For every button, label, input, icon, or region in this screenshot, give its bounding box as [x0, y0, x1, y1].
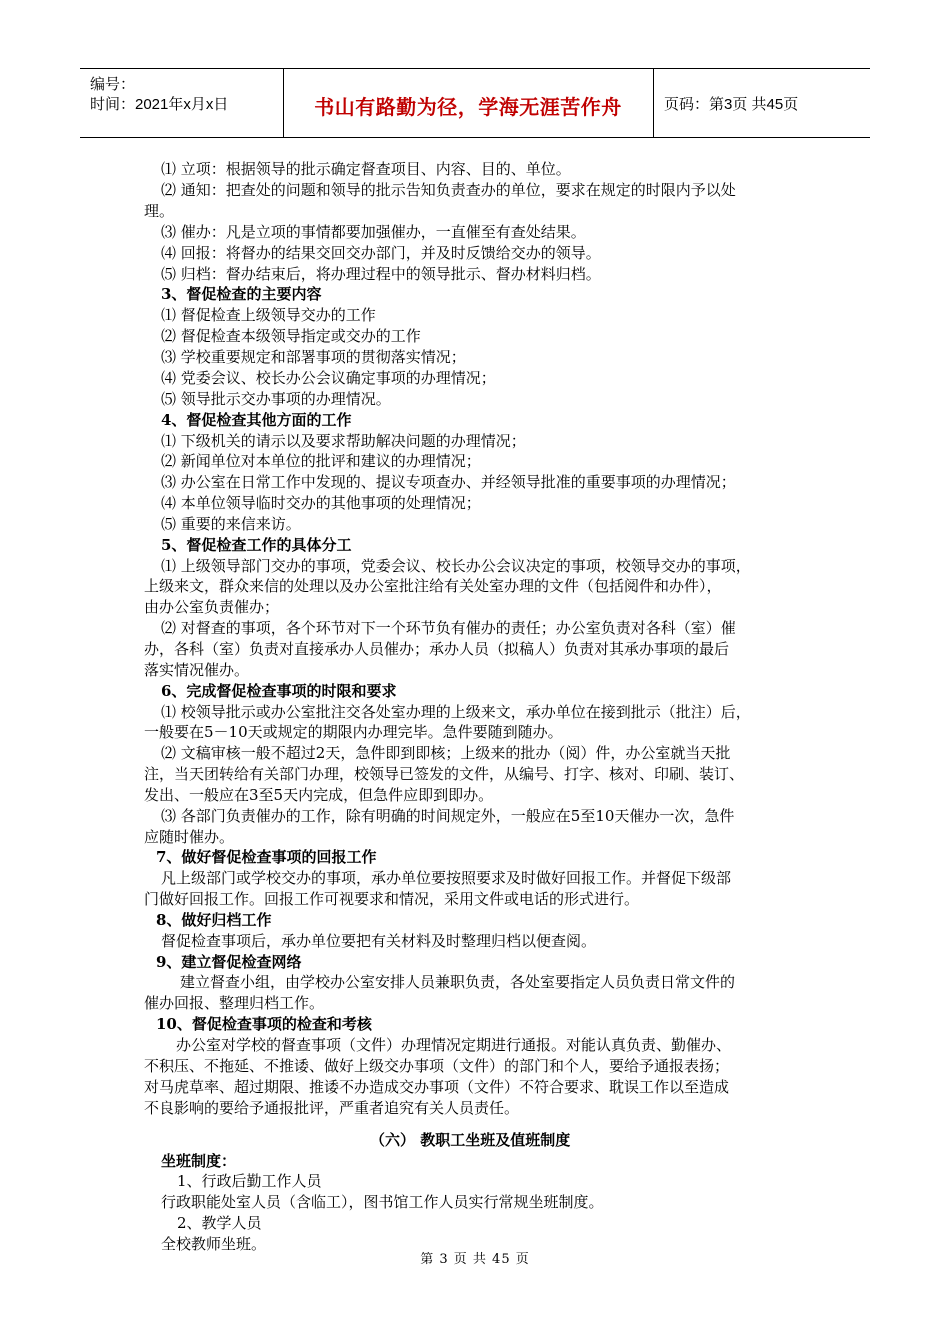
section-heading: 4、督促检查其他方面的工作	[161, 411, 352, 429]
text-line: ⑸ 重要的来信来访。	[161, 515, 301, 533]
text-line: 凡上级部门或学校交办的事项，承办单位要按照要求及时做好回报工作。并督促下级部	[161, 869, 732, 887]
text-line: 办，各科（室）负责对直接承办人员催办；承办人员（拟稿人）负责对其承办事项的最后	[144, 640, 730, 658]
text-line: ⑵ 对督查的事项，各个环节对下一个环节负有催办的责任；办公室负责对各科（室）催	[161, 619, 736, 637]
text-line: ⑶ 催办：凡是立项的事情都要加强催办，一直催至有查处结果。	[161, 223, 586, 241]
text-line: 行政职能处室人员（含临工），图书馆工作人员实行常规坐班制度。	[161, 1193, 604, 1211]
text-line: 一般要在5－10天或规定的期限内办理完毕。急件要随到随办。	[144, 723, 563, 741]
text-line: 对马虎草率、超过期限、推诿不办造成交办事项（文件）不符合要求、耽误工作以至造成	[144, 1078, 730, 1096]
text-line: ⑴ 督促检查上级领导交办的工作	[161, 306, 376, 324]
page-footer: 第 3 页 共 45 页	[420, 1252, 530, 1267]
header-left-cell	[80, 69, 284, 137]
text-line: ⑷ 回报：将督办的结果交回交办部门，并及时反馈给交办的领导。	[161, 244, 601, 262]
text-line: ⑴ 校领导批示或办公室批注交各处室办理的上级来文，承办单位在接到批示（批注）后，	[161, 703, 751, 721]
text-line: 落实情况催办。	[144, 661, 250, 679]
text-line: ⑵ 通知：把查处的问题和领导的批示告知负责查办的单位，要求在规定的时限内予以处	[161, 181, 736, 199]
text-line: 不积压、不拖延、不推诿、做好上级交办事项（文件）的部门和个人，要给予通报表扬；	[144, 1057, 730, 1075]
text-line: ⑵ 文稿审核一般不超过2天，急件即到即核；上级来的批办（阅）件，办公室就当天批	[161, 744, 731, 762]
section-heading: 9、建立督促检查网络	[156, 953, 302, 971]
text-line: 应随时催办。	[144, 828, 235, 846]
text-line: 不良影响的要给予通报批评，严重者追究有关人员责任。	[144, 1099, 520, 1117]
text-line: ⑴ 下级机关的请示以及要求帮助解决问题的办理情况；	[161, 432, 526, 450]
text-line: ⑴ 立项：根据领导的批示确定督查项目、内容、目的、单位。	[161, 160, 571, 178]
time-label: 时间：2021年x月x日	[90, 96, 229, 113]
section-heading: 8、做好归档工作	[156, 911, 272, 929]
text-line: 理。	[144, 202, 175, 220]
text-line: 注，当天团转给有关部门办理，校领导已签发的文件，从编号、打字、核对、印刷、装订、	[144, 765, 745, 783]
section-heading: 7、做好督促检查事项的回报工作	[156, 848, 377, 866]
text-line: ⑵ 督促检查本级领导指定或交办的工作	[161, 327, 421, 345]
text-line: ⑶ 各部门负责催办的工作，除有明确的时间规定外，一般应在5至10天催办一次，急件	[161, 807, 735, 825]
subsection-heading: 坐班制度：	[161, 1152, 237, 1170]
number-label: 编号：	[90, 76, 136, 93]
text-line: ⑸ 归档：督办结束后，将办理过程中的领导批示、督办材料归档。	[161, 265, 601, 283]
text-line: ⑸ 领导批示交办事项的办理情况。	[161, 390, 391, 408]
text-line: 发出、一般应在3至5天内完成，但急件应即到即办。	[144, 786, 494, 804]
text-line: ⑷ 党委会议、校长办公会议确定事项的办理情况；	[161, 369, 496, 387]
page-header-table	[80, 68, 870, 138]
text-line: ⑴ 上级领导部门交办的事项，党委会议、校长办公会议决定的事项，校领导交办的事项，	[161, 557, 751, 575]
text-line: 上级来文，群众来信的处理以及办公室批注给有关处室办理的文件（包括阅件和办件），	[144, 577, 722, 595]
page-number-label: 页码：第3页 共45页	[664, 96, 799, 113]
text-line: 督促检查事项后，承办单位要把有关材料及时整理归档以便查阅。	[161, 932, 597, 950]
header-right-cell	[654, 69, 870, 137]
section-heading: 6、完成督促检查事项的时限和要求	[161, 682, 397, 700]
section-heading: 5、督促检查工作的具体分工	[161, 536, 352, 554]
text-line: 由办公室负责催办；	[144, 598, 280, 616]
motto-text: 书山有路勤为径，学海无涯苦作舟	[314, 95, 622, 119]
text-line: ⑵ 新闻单位对本单位的批评和建议的办理情况；	[161, 452, 481, 470]
text-line: 催办回报、整理归档工作。	[144, 994, 325, 1012]
text-line: ⑶ 学校重要规定和部署事项的贯彻落实情况；	[161, 348, 466, 366]
header-middle-cell	[283, 69, 654, 137]
text-line: 全校教师坐班。	[161, 1235, 267, 1253]
text-line: 1、行政后勤工作人员	[177, 1172, 322, 1190]
text-line: ⑷ 本单位领导临时交办的其他事项的处理情况；	[161, 494, 481, 512]
text-line: 门做好回报工作。回报工作可视要求和情况，采用文件或电话的形式进行。	[144, 890, 640, 908]
section-heading: 3、督促检查的主要内容	[161, 285, 322, 303]
text-line: 建立督查小组，由学校办公室安排人员兼职负责，各处室要指定人员负责日常文件的	[180, 973, 736, 991]
section-heading: 10、督促检查事项的检查和考核	[156, 1015, 372, 1033]
text-line: ⑶ 办公室在日常工作中发现的、提议专项查办、并经领导批准的重要事项的办理情况；	[161, 473, 736, 491]
chapter-heading: （六） 教职工坐班及值班制度	[370, 1131, 571, 1149]
text-line: 2、教学人员	[177, 1214, 262, 1232]
text-line: 办公室对学校的督查事项（文件）办理情况定期进行通报。对能认真负责、勤催办、	[176, 1036, 732, 1054]
